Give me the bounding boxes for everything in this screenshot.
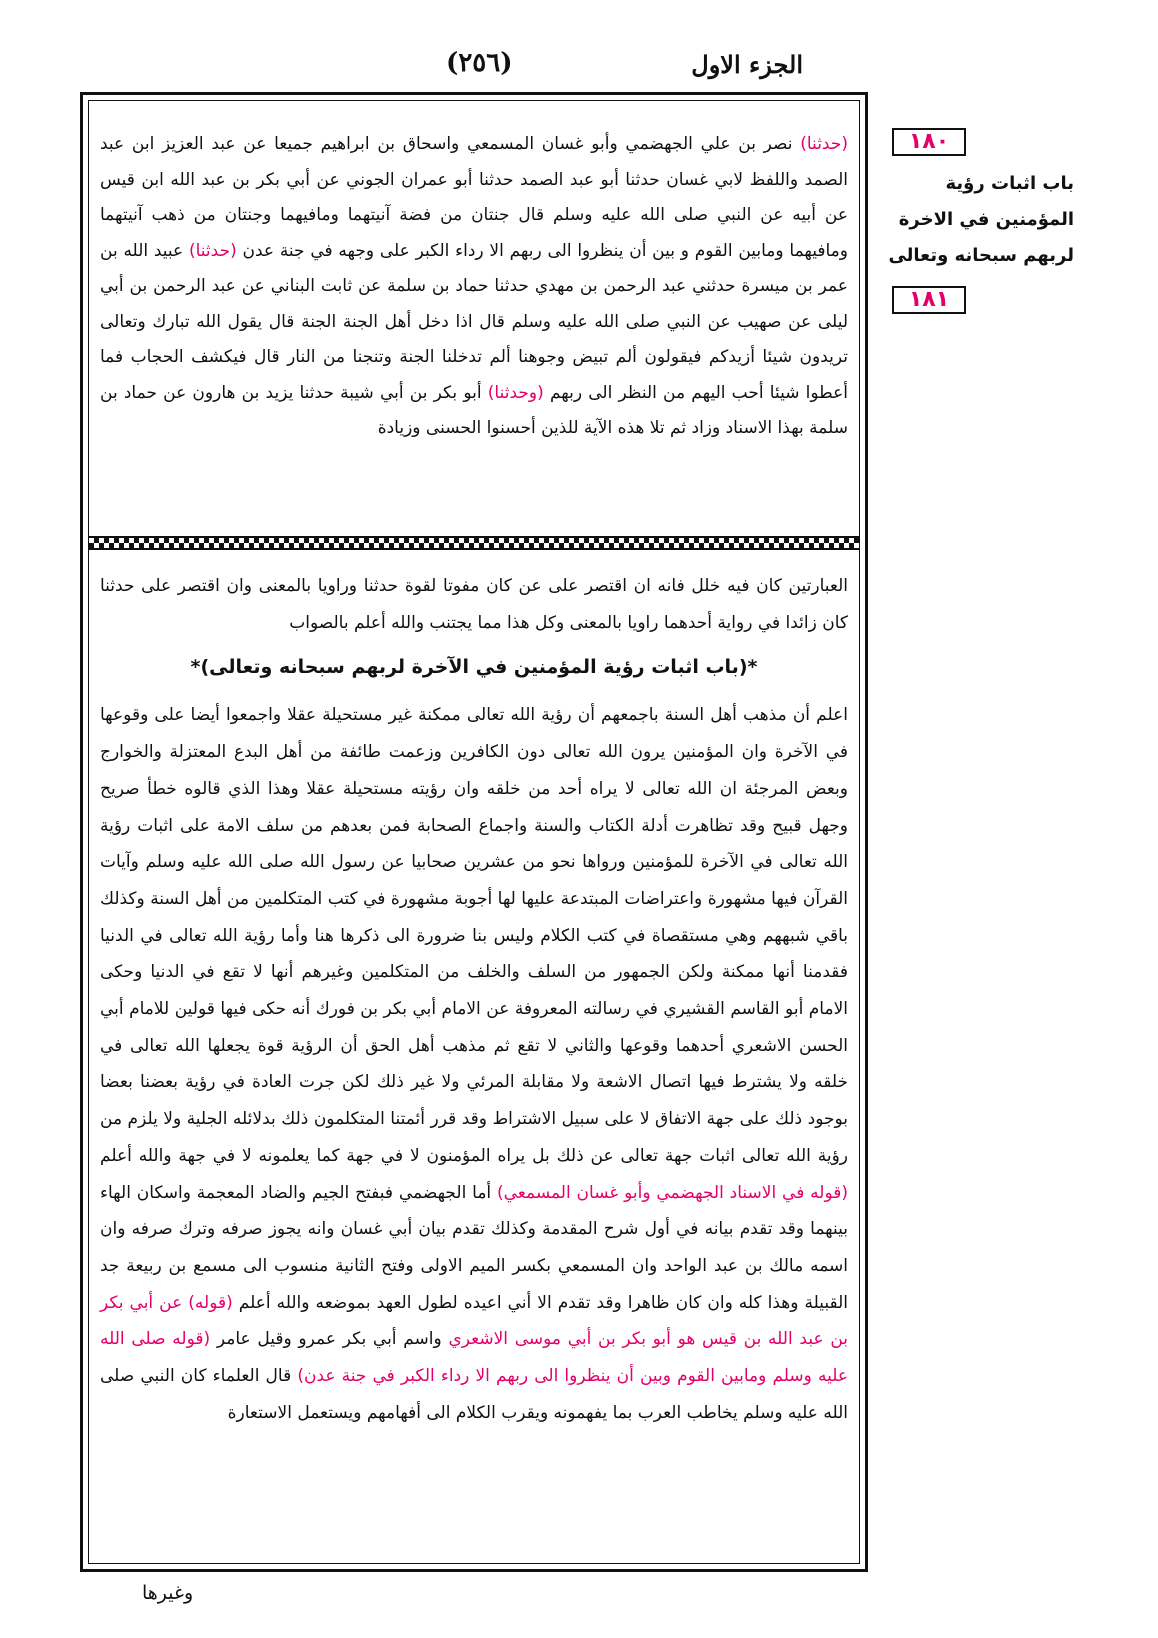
decorative-divider (89, 536, 859, 550)
hadith-text-block (100, 127, 848, 447)
hadith-number-box: ١٨٠ (892, 128, 966, 156)
narration-keyword: (وحدثنا) (487, 382, 544, 403)
commentary-paragraph (100, 697, 848, 1431)
narration-keyword: (حدثنا) (188, 240, 237, 261)
commentary-intro: العبارتين كان فيه خلل فانه ان اقتصر على عن كان مفوتا لقوة حدثنا وراويا بالمعنى وان اقتصر على حدثنا كان زائدا في رواية أحدهما راويا بالمعنى وكل هذا مما يجتنب والله أعلم بالصواب (100, 576, 848, 633)
hadith-paragraph (100, 127, 848, 447)
commentary-text: واسم أبي بكر عمرو وقيل عامر (210, 1329, 449, 1350)
commentary-keyword: (قوله) عن أبي بكر بن عبد الله بن قيس هو أبو بكر بن أبي موسى الاشعري (100, 1292, 848, 1350)
commentary-keyword: (قوله في الاسناد الجهضمي وأبو غسان المسمعي) (496, 1182, 848, 1203)
volume-label: الجزء الاول (691, 50, 803, 79)
hadith-text: عبيد الله بن عمر بن ميسرة حدثني عبد الرحمن بن مهدي حدثنا حماد بن سلمة عن ثابت البناني عن عبد الرحمن بن أبي ليلى عن صهيب عن النبي صلى الله عليه وسلم قال اذا دخل أهل الجنة الجنة قال يقول الله تبارك وتعالى تريدون شيئا أزيدكم فيقولون ألم تبيض وجوهنا ألم تدخلنا الجنة وتنجنا من النار قال فيكشف الحجاب فما أعطوا شيئا أحب اليهم من النظر الى ربهم (100, 240, 848, 403)
commentary-text: أما الجهضمي فبفتح الجيم والضاد المعجمة واسكان الهاء بينهما وقد تقدم بيانه في أول شرح المقدمة وكذلك تقدم بيان أبي غسان وانه يجوز صرفه وترك صرفه وان اسمه مالك بن عبد الواحد وان المسمعي بكسر الميم الاولى وفتح الثانية منسوب الى مسمع بن ربيعة جد القبيلة وهذا كله وان كان ظاهرا وقد تقدم الا أني اعيده لطول العهد بموضعه والله أعلم (100, 1182, 849, 1313)
commentary-text-block (100, 568, 848, 1431)
chapter-heading: *(باب اثبات رؤية المؤمنين في الآخرة لربهم سبحانه وتعالى)* (190, 656, 758, 679)
hadith-text: نصر بن علي الجهضمي وأبو غسان المسمعي واسحاق بن ابراهيم جميعا عن عبد العزيز ابن عبد الصمد واللفظ لابي غسان حدثنا أبو عبد الصمد حدثنا أبو عمران الجوني عن أبي بكر بن عبد الله ابن قيس عن أبيه عن النبي صلى الله عليه وسلم قال جنتان من فضة آنيتهما ومافيهما وجنتان من ذهب آنيتهما ومافيهما ومابين القوم و بين أن ينظروا الى ربهم الا رداء الكبر على وجهه في جنة عدن (100, 134, 848, 261)
catchword: وغيرها (142, 1582, 194, 1604)
commentary-keyword: (قوله صلى الله عليه وسلم ومابين القوم وبين أن ينظروا الى ربهم الا رداء الكبر في جنة عدن) (100, 1329, 849, 1387)
hadith-text: أبو بكر بن أبي شيبة حدثنا يزيد بن هارون عن حماد بن سلمة بهذا الاسناد وزاد ثم تلا هذه الآية للذين أحسنوا الحسنى وزيادة (100, 382, 848, 438)
commentary-text: اعلم أن مذهب أهل السنة باجمعهم أن رؤية الله تعالى ممكنة غير مستحيلة عقلا واجمعوا أيضا على وقوعها في الآخرة وان المؤمنين يرون الله تعالى دون الكافرين وزعمت طائفة من أهل البدع المعتزلة والخوارج وبعض المرجئة ان الله تعالى لا يراه أحد من خلقه وان رؤيته مستحيلة عقلا وهذا الذي قالوه خطأ صريح وجهل قبيح وقد تظاهرت أدلة الكتاب والسنة واجماع الصحابة فمن بعدهم من سلف الامة على اثبات رؤية الله تعالى في الآخرة للمؤمنين ورواها نحو من عشرين صحابيا عن رسول الله صلى الله عليه وسلم وآيات القرآن فيها مشهورة واعتراضات المبتدعة عليها لها أجوبة مشهورة في كتب المتكلمين من أهل السنة وكذلك باقي شبههم وهي مستقصاة في كتب الكلام وليس بنا ضرورة الى ذكرها هنا وأما رؤية الله تعالى في الدنيا فقدمنا أنها ممكنة ولكن الجمهور من السلف والخلف من المتكلمين وغيرهم أنها لا تقع في الدنيا وحكى الامام أبو القاسم القشيري في رسالته المعروفة عن الامام أبي بكر بن فورك أنه حكى فيها قولين للامام أبي الحسن الاشعري أحدهما وقوعها والثاني لا تقع ثم مذهب أهل الحق أن الرؤية قوة يجعلها الله تعالى في خلقه ولا يشترط فيها اتصال الاشعة ولا مقابلة المرئي ولا غير ذلك لكن جرت العادة في رؤية بعضنا بعضا بوجود ذلك على جهة الاتفاق لا على سبيل الاشتراط وقد قرر أئمتنا المتكلمون ذلك بدلائله الجلية ولا يلزم من رؤية الله تعالى اثبات جهة تعالى عن ذلك بل يراه المؤمنون لا في جهة كما يعلمونه لا في جهة والله أعلم (100, 705, 848, 1166)
commentary-text: قال العلماء كان النبي صلى الله عليه وسلم يخاطب العرب بما يفهمونه ويقرب الكلام الى أفهامهم ويستعمل الاستعارة (100, 1366, 848, 1423)
margin-chapter-title: باب اثبات رؤية المؤمنين في الاخرة لربهم سبحانه وتعالى (888, 173, 1074, 266)
narration-keyword: (حدثنا) (800, 134, 848, 154)
page-number: (٢٥٦) (446, 48, 513, 78)
hadith-number-box: ١٨١ (892, 286, 966, 314)
